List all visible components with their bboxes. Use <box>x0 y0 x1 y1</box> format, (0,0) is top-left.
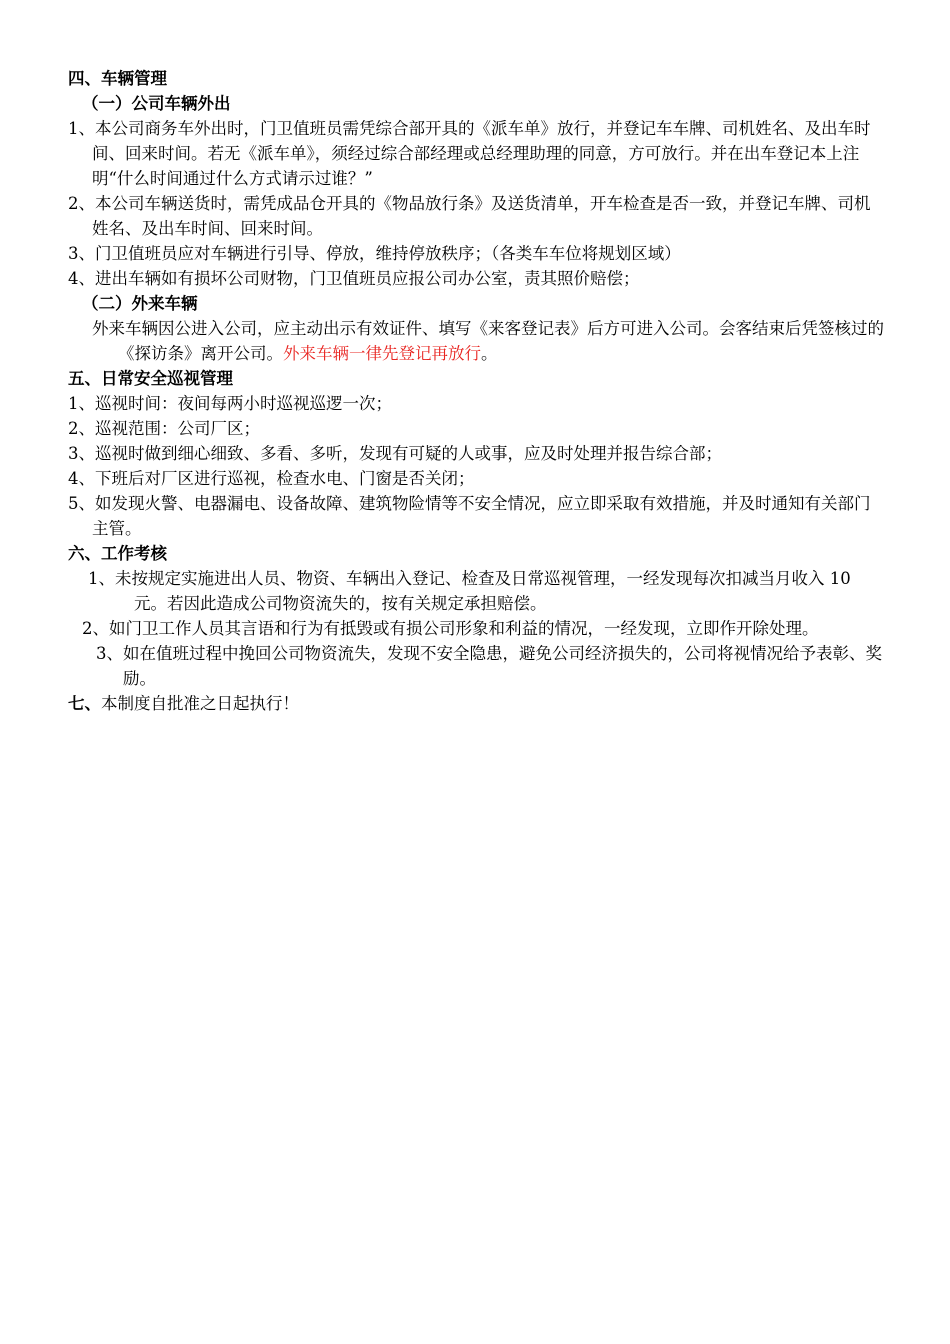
external-vehicles-paragraph <box>68 316 886 366</box>
section-7-line <box>68 691 886 716</box>
external-vehicles-red-text: 外来车辆一律先登记再放行 <box>283 344 481 363</box>
section-5-heading: 五、日常安全巡视管理 <box>68 369 233 388</box>
section-7-label: 七、 <box>68 694 101 713</box>
list-item: 5、如发现火警、电器漏电、设备故障、建筑物险情等不安全情况，应立即采取有效措施，并及时通知有关部门主管。 <box>68 494 871 538</box>
subsection-external-vehicles-heading: （二）外来车辆 <box>82 294 198 313</box>
list-item: 2、巡视范围：公司厂区； <box>68 419 260 438</box>
list-item: 2、本公司车辆送货时，需凭成品仓开具的《物品放行条》及送货清单，开车检查是否一致，并登记车牌、司机姓名、及出车时间、回来时间。 <box>68 194 871 238</box>
list-item: 2、如门卫工作人员其言语和行为有抵毁或有损公司形象和利益的情况，一经发现，立即作开除处理。 <box>82 619 819 638</box>
list-item: 3、如在值班过程中挽回公司物资流失，发现不安全隐患，避免公司经济损失的，公司将视情况给予表彰、奖励。 <box>96 644 882 688</box>
list-item: 1、本公司商务车外出时，门卫值班员需凭综合部开具的《派车单》放行，并登记车车牌、司机姓名、及出车时间、回来时间。若无《派车单》，须经过综合部经理或总经理助理的同意，方可放行。并在出车登记本上注明“什么时间通过什么方式请示过谁？” <box>68 119 871 188</box>
section-4-heading: 四、车辆管理 <box>68 69 167 88</box>
subsection-company-vehicles-heading: （一）公司车辆外出 <box>82 94 231 113</box>
external-vehicles-text-end: 。 <box>481 344 498 363</box>
list-item: 1、巡视时间：夜间每两小时巡视巡逻一次； <box>68 394 392 413</box>
section-7-text: 本制度自批准之日起执行！ <box>101 694 299 713</box>
list-item: 3、门卫值班员应对车辆进行引导、停放，维持停放秩序；（各类车车位将规划区域） <box>68 244 681 263</box>
list-item: 1、未按规定实施进出人员、物资、车辆出入登记、检查及日常巡视管理，一经发现每次扣减当月收入 10 元。若因此造成公司物资流失的，按有关规定承担赔偿。 <box>88 569 851 613</box>
list-item: 4、下班后对厂区进行巡视，检查水电、门窗是否关闭； <box>68 469 475 488</box>
list-item: 4、进出车辆如有损坏公司财物，门卫值班员应报公司办公室，责其照价赔偿； <box>68 269 640 288</box>
external-vehicles-text: 外来车辆因公进入公司，应主动出示有效证件、填写《来客登记表》后方可进入公司。会客结束后凭签核过的《探访条》离开公司。 <box>92 319 884 363</box>
list-item: 3、巡视时做到细心细致、多看、多听，发现有可疑的人或事，应及时处理并报告综合部； <box>68 444 722 463</box>
section-6-heading: 六、工作考核 <box>68 544 167 563</box>
document-page <box>68 66 886 716</box>
